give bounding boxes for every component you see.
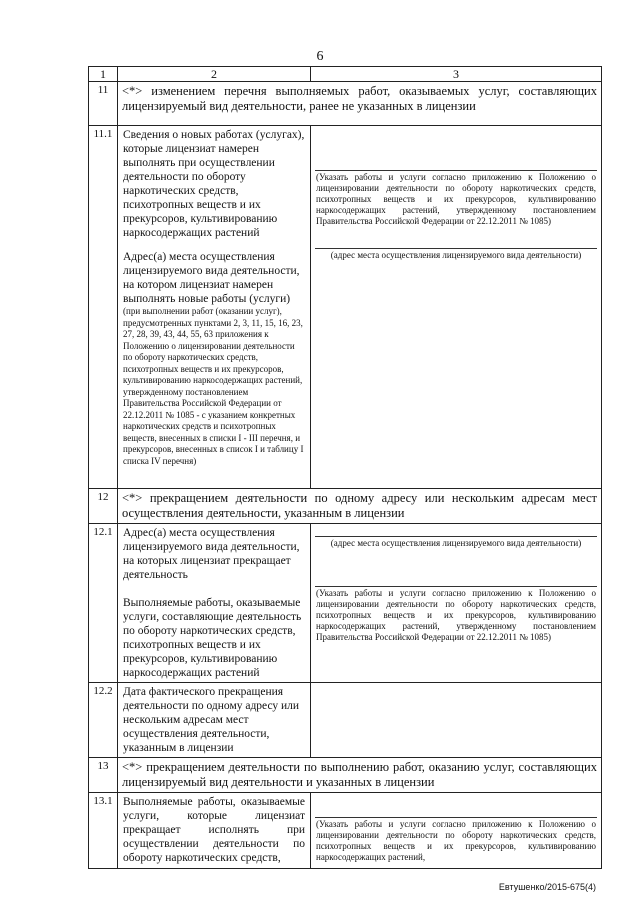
table-header-row: [89, 67, 602, 82]
document-footer-code: Евтушенко/2015-675(4): [498, 882, 596, 892]
section-heading: <*> прекращением деятельности по выполнению работ, оказанию услуг, составляющих лицензируемый вид деятельности и указанных в лицензии: [118, 758, 602, 793]
row-number: 12.1: [89, 524, 118, 683]
new-address-hint: (адрес места осуществления лицензируемого вида деятельности): [330, 250, 582, 260]
row-number: 13.1: [89, 793, 118, 869]
header-col-3: 3: [311, 67, 602, 82]
page-number: 6: [316, 49, 324, 64]
field-value-cell: [311, 793, 602, 869]
section-heading: <*> изменением перечня выполняемых работ, оказываемых услуг, составляющих лицензируемый вид деятельности, ранее не указанных в лицензии: [118, 82, 602, 126]
stop-services-label: Выполняемые работы, оказываемые услуги, составляющие деятельность по обороту наркотических средств, психотропных веществ и их прекурсоров, культивированию наркосодержащих растений: [123, 597, 302, 679]
stop-works-label: Выполняемые работы, оказываемые услуги, которые лицензиат прекращает исполнять при осуществлении деятельности по обороту наркотических средств,: [118, 793, 311, 869]
stop-services-hint: (Указать работы и услуги согласно приложению к Положению о лицензировании деятельности по обороту наркотических средств, психотропных веществ и их прекурсоров, культивированию наркосодержащих растений, утвержденному постановлением Правительства Российской Федерации от 22.12.2011 № 1085): [316, 588, 596, 642]
row-number: 11: [89, 82, 118, 126]
stop-works-hint: (Указать работы и услуги согласно приложению к Положению о лицензировании деятельности по обороту наркотических средств, психотропных веществ и их прекурсоров, культивированию наркосодержащих растений,: [316, 819, 596, 862]
section-row-12: [89, 489, 602, 524]
header-col-1: 1: [89, 67, 118, 82]
application-form-table: [88, 66, 602, 869]
table-row-11-1: [89, 126, 602, 489]
field-label: [118, 126, 311, 489]
field-label: [118, 524, 311, 683]
stop-date-value[interactable]: [311, 683, 602, 758]
new-address-note: (при выполнении работ (оказании услуг), предусмотренных пунктами 2, 3, 11, 15, 16, 23, 27, 28, 39, 43, 44, 55, 63 приложения к Положению о лицензировании деятельности по обороту наркотических средств, психотропных веществ и их прекурсоров, культивированию наркосодержащих растений, утвержденному постановлением Правительства Российской Федерации от 22.12.2011 № 1085 - с указанием конкретных наркотических средств и психотропных веществ, внесенных в списки I - III перечня, и прекурсоров, внесенных в список I и таблицу I списка IV перечня): [123, 306, 304, 466]
row-number: 13: [89, 758, 118, 793]
header-col-2: 2: [118, 67, 311, 82]
new-services-hint: (Указать работы и услуги согласно приложению к Положению о лицензировании деятельности по обороту наркотических средств, психотропных веществ и их прекурсоров, культивированию наркосодержащих растений, утвержденному постановлением Правительства Российской Федерации от 22.12.2011 № 1085): [316, 172, 596, 226]
table-row-13-1: [89, 793, 602, 869]
table-row-12-1: [89, 524, 602, 683]
new-address-label: Адрес(а) места осуществления лицензируемого вида деятельности, на котором лицензиат намерен выполнять новые работы (услуги): [123, 251, 300, 305]
row-number: 12: [89, 489, 118, 524]
new-services-label: Сведения о новых работах (услугах), которые лицензиат намерен выполнять при осуществлении деятельности по обороту наркотических средств, психотропных веществ и их прекурсоров, культивированию наркосодержащих растений: [123, 129, 305, 239]
section-row-13: [89, 758, 602, 793]
field-value-cell: [311, 524, 602, 683]
row-number: 11.1: [89, 126, 118, 489]
section-heading: <*> прекращением деятельности по одному адресу или нескольким адресам мест осуществления деятельности, указанным в лицензии: [118, 489, 602, 524]
stop-address-hint: (адрес места осуществления лицензируемого вида деятельности): [330, 538, 582, 548]
stop-date-label: Дата фактического прекращения деятельности по одному адресу или нескольким адресам мест осуществления деятельности, указанным в лицензии: [118, 683, 311, 758]
stop-address-label: Адрес(а) места осуществления лицензируемого вида деятельности, на которых лицензиат прекращает деятельность: [123, 527, 300, 581]
field-value-cell: [311, 126, 602, 489]
section-row-11: [89, 82, 602, 126]
row-number: 12.2: [89, 683, 118, 758]
table-row-12-2: [89, 683, 602, 758]
